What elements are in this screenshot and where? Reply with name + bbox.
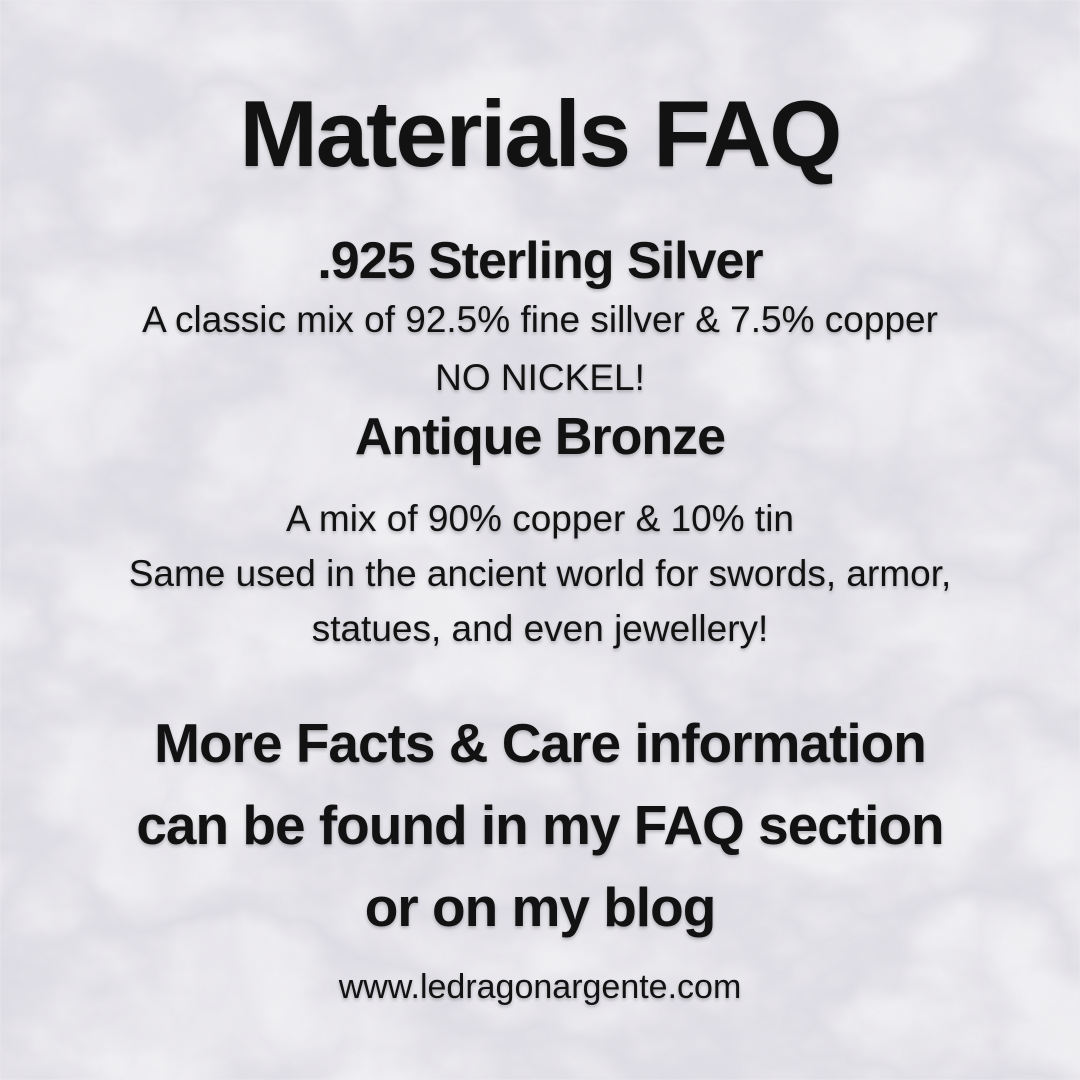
poster-title: Materials FAQ <box>239 81 841 186</box>
no-nickel-line: NO NICKEL! <box>435 357 645 398</box>
antique-bronze-heading: Antique Bronze <box>354 408 726 466</box>
antique-bronze-description-line-2: Same used in the ancient world for swords, armor, <box>128 553 952 594</box>
website-url: www.ledragonargente.com <box>338 968 742 1006</box>
sterling-silver-heading: .925 Sterling Silver <box>317 232 763 290</box>
footer-note-line-1: More Facts & Care information <box>154 712 926 774</box>
sterling-silver-description-line: A classic mix of 92.5% fine sillver & 7.5% copper <box>142 299 938 340</box>
antique-bronze-description-line-3: statues, and even jewellery! <box>311 608 769 649</box>
footer-note-line-2: can be found in my FAQ section <box>136 794 944 856</box>
footer-note-line-3: or on my blog <box>364 876 716 938</box>
antique-bronze-description-line-1: A mix of 90% copper & 10% tin <box>286 498 794 539</box>
